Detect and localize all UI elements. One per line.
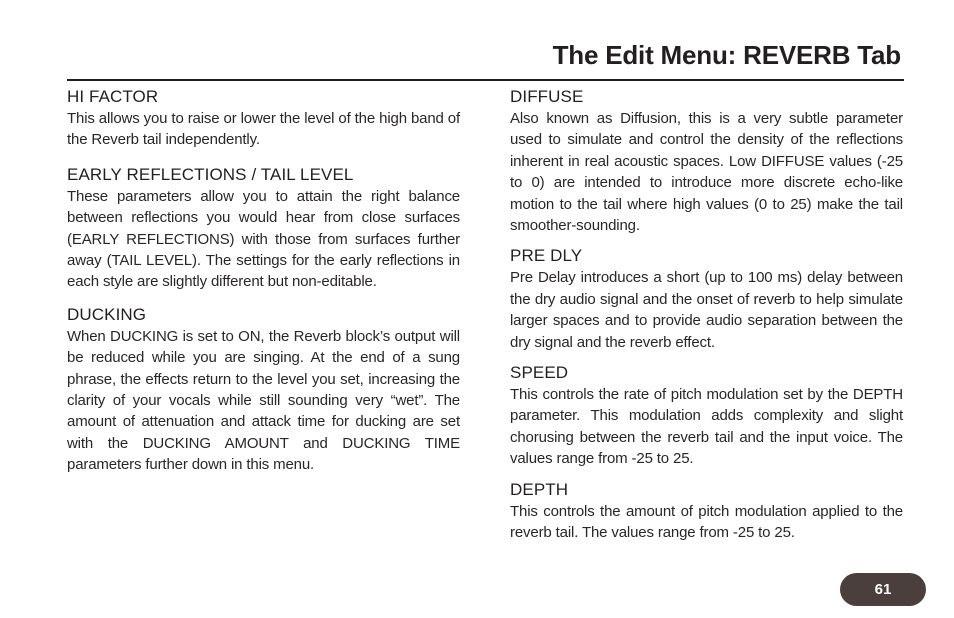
section-heading: SPEED	[510, 363, 569, 383]
page-title: The Edit Menu: REVERB Tab	[552, 40, 901, 70]
right-column	[510, 86, 903, 544]
section-heading: DUCKING	[67, 304, 147, 324]
section-heading: DIFFUSE	[510, 87, 584, 106]
page-number-badge: 61	[840, 573, 926, 606]
section-body: This controls the rate of pitch modulation set by the DEPTH parameter. This modulation adds complexity and slight chorusing between the reverb tail and the input voice. The values range from -25 to 25.	[510, 386, 903, 468]
section-diffuse	[510, 86, 903, 236]
section-heading: EARLY REFLECTIONS / TAIL LEVEL	[67, 164, 354, 184]
section-ducking	[67, 304, 460, 476]
section-body: These parameters allow you to attain the right balance between reflections you would hear from close surfaces (EARLY REFLECTIONS) with those from surfaces further away (TAIL LEVEL). The settings for the early reflections in each style are slightly different but non-editable.	[67, 187, 460, 291]
section-speed	[510, 362, 903, 470]
section-early-reflections-tail-level	[67, 164, 460, 293]
section-body: This controls the amount of pitch modulation applied to the reverb tail. The values range from -25 to 25.	[510, 502, 903, 542]
section-pre-dly	[510, 245, 903, 353]
section-body: Pre Delay introduces a short (up to 100 ms) delay between the dry audio signal and the onset of reverb to help simulate larger spaces and to provide audio separation between the dry signal and the reverb effect.	[510, 269, 903, 351]
section-body: When DUCKING is set to ON, the Reverb block’s output will be reduced while you are singing. At the end of a sung phrase, the effects return to the level you set, increasing the clarity of your vocals while still sounding very “wet”. The amount of attenuation and attack time for ducking are set with the DUCKING AMOUNT and DUCKING TIME parameters further down in this menu.	[67, 327, 460, 474]
section-heading: DEPTH	[510, 479, 569, 499]
section-hi-factor	[67, 86, 460, 151]
section-depth	[510, 479, 903, 544]
section-heading: HI FACTOR	[67, 87, 159, 106]
section-heading: PRE DLY	[510, 246, 583, 266]
left-column	[67, 86, 460, 476]
title-divider	[67, 79, 904, 81]
section-body: This allows you to raise or lower the level of the high band of the Reverb tail independently.	[67, 110, 460, 149]
section-body: Also known as Diffusion, this is a very subtle parameter used to simulate and control the density of the reflections inherent in real acoustic spaces. Low DIFFUSE values (-25 to 0) are intended to introduce more discrete echo-like motion to the tail where high values (0 to 25) make the tail smoother-sounding.	[510, 110, 903, 235]
